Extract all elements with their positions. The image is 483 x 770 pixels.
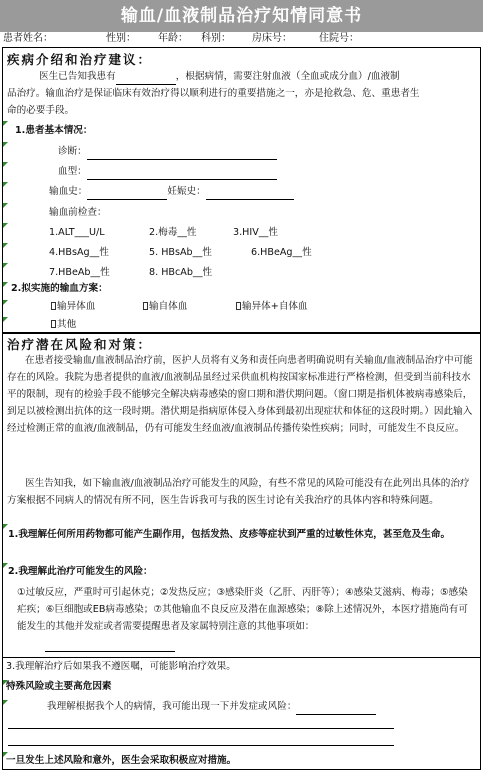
test-hbsab: 5. HBsAb__性	[149, 247, 212, 258]
department-label: 科别：	[201, 33, 231, 44]
blood-type-blank[interactable]	[87, 168, 277, 180]
row-marker	[3, 121, 8, 126]
intro-line-1	[39, 68, 400, 85]
test-syphilis: 2.梅毒__性	[149, 227, 197, 238]
blank-line[interactable]	[8, 728, 394, 729]
test-hbeab: 7.HBeAb__性	[49, 267, 110, 278]
closing-statement: 一旦发生上述风险和意外，医生会采取积极应对措施。	[6, 755, 237, 766]
special-risk-text: 我理解根据我个人的病情，我可能出现一下并发症或风险：	[47, 701, 297, 712]
checkbox-icon[interactable]	[236, 302, 241, 310]
plan-other[interactable]	[51, 316, 208, 333]
row-marker	[3, 162, 8, 167]
intro-text-b: ，根据病情，需要注射血液（全血或成分血）/血液制	[175, 71, 400, 82]
age-label: 年龄：	[158, 33, 188, 44]
row-marker	[3, 203, 8, 208]
plan-allogeneic-label: 输异体血	[57, 301, 96, 312]
plan-other-label: 其他	[57, 319, 77, 330]
disease-intro-section	[2, 47, 481, 333]
risk-item-title: 2.我理解此治疗可能发生的风险：	[8, 566, 153, 577]
disease-blank[interactable]	[116, 73, 176, 85]
blood-type-row	[58, 163, 277, 180]
test-hbeag: 6.HBeAg__性	[251, 247, 312, 258]
special-risk-title: 特殊风险或主要高危因素	[6, 681, 112, 692]
basic-info-title: 1.患者基本情况：	[15, 125, 93, 136]
intro-text-a: 医生已告知我患有	[39, 71, 116, 82]
risk-paragraph-2: 医生告知我，如下输血液/血液制品治疗可能发生的风险，有些不常见的风险可能没有在此列出具体的治疗方案根据不同病人的情况有所不同，医生告诉我可与我的医生讨论有关我治疗的具体内容和特殊问题。	[7, 478, 470, 506]
diagnosis-row	[58, 143, 277, 160]
row-marker	[3, 282, 8, 287]
risk-paragraph-1: 在患者接受输血/血液制品治疗前，医护人员将有义务和责任向患者明确说明有关输血/血液制品治疗中可能存在的风险。我院为患者提供的血液/血液制品虽经过采供血机构按国家标准进行严格检测，但受到当前科技水平的限制，现有的检验手段不能够完全解决病毒感染的窗口期和潜伏期问题。（窗口期是指机体被病毒感染后，到足以被检测出抗体的这一段时期。潜伏期是指病原体侵入身体到最初出现症状和体征的这段时期。）因此输入经过检测正常的血液/血液制品，仍有可能发生经血液/血液制品传播传染性疾病；同时，可能发生不良反应。	[7, 355, 473, 434]
diagnosis-blank[interactable]	[87, 148, 277, 160]
patient-info-row	[3, 32, 481, 46]
row-marker	[3, 182, 8, 187]
intro-line-2: 品治疗。输血治疗是保证临床有效治疗得以顺利进行的重要措施之一，亦是抢救急、危、重患者生	[7, 88, 420, 99]
checkbox-icon[interactable]	[51, 320, 56, 328]
sex-label: 性别：	[106, 33, 136, 44]
row-marker	[3, 223, 8, 228]
row-marker	[3, 243, 8, 248]
page-title: 输血/血液制品治疗知情同意书	[0, 0, 483, 32]
plan-mixed[interactable]	[236, 298, 308, 315]
row-marker	[3, 263, 8, 268]
admission-number-label: 住院号：	[319, 33, 359, 44]
row-marker	[3, 142, 8, 147]
history-row	[49, 183, 294, 200]
section1-title: 疾病介绍和治疗建议：	[7, 52, 153, 67]
risk-section	[2, 333, 481, 770]
row-marker	[3, 300, 8, 305]
row-marker	[3, 317, 8, 322]
pregnancy-history-label: 妊娠史：	[167, 186, 206, 197]
row-marker	[3, 700, 8, 705]
test-hbcab: 8. HBcAb__性	[149, 267, 213, 278]
compliance-item: 3.我理解治疗后如果我不遵医嘱，可能影响治疗效果。	[6, 661, 236, 672]
pre-tests-label: 输血前检查：	[49, 207, 107, 218]
test-alt: 1.ALT___U/L	[49, 227, 105, 238]
plan-allogeneic[interactable]	[51, 298, 95, 315]
transfusion-history-label: 输血史：	[49, 186, 88, 197]
pregnancy-history-blank[interactable]	[206, 188, 294, 200]
side-effect-item: 1.我理解任何所用药物都可能产生副作用，包括发热、皮疹等症状到严重的过敏性休克，甚至危及生命。	[8, 529, 451, 540]
plan-title: 2.拟实施的输血方案：	[11, 283, 108, 294]
test-hbsag: 4.HBsAg__性	[49, 247, 109, 258]
room-bed-label: 房床号：	[252, 33, 292, 44]
special-risk-row	[47, 698, 376, 715]
plan-autologous-label: 输自体血	[149, 301, 188, 312]
patient-name-label: 患者姓名：	[3, 33, 53, 44]
plan-other-blank[interactable]	[76, 321, 208, 333]
blood-type-label: 血型：	[58, 166, 87, 177]
checkbox-icon[interactable]	[143, 302, 148, 310]
diagnosis-label: 诊断：	[58, 146, 87, 157]
test-hiv: 3.HIV__性	[233, 227, 278, 238]
intro-line-3: 命的必要手段。	[7, 105, 75, 116]
transfusion-history-blank[interactable]	[87, 188, 167, 200]
plan-mixed-label: 输异体+自体血	[242, 301, 308, 312]
other-risk-blank[interactable]	[45, 640, 175, 652]
risk-list: ①过敏反应，严重时可引起休克；②发热反应；③感染肝炎（乙肝、丙肝等）；④感染艾滋病、梅毒；⑤感染疟疾；⑥巨细胞或EB病毒感染；⑦其他输血不良反应及潜在血源感染；⑧除上述情况外，本医疗措施尚有可能发生的其他并发症或者需要提醒患者及家属特别注意的其他事项如：	[17, 587, 468, 632]
checkbox-icon[interactable]	[51, 302, 56, 310]
section2-title: 治疗潜在风险和对策：	[7, 337, 153, 352]
blank-line[interactable]	[8, 745, 394, 746]
special-risk-blank[interactable]	[296, 703, 376, 715]
plan-autologous[interactable]	[143, 298, 187, 315]
